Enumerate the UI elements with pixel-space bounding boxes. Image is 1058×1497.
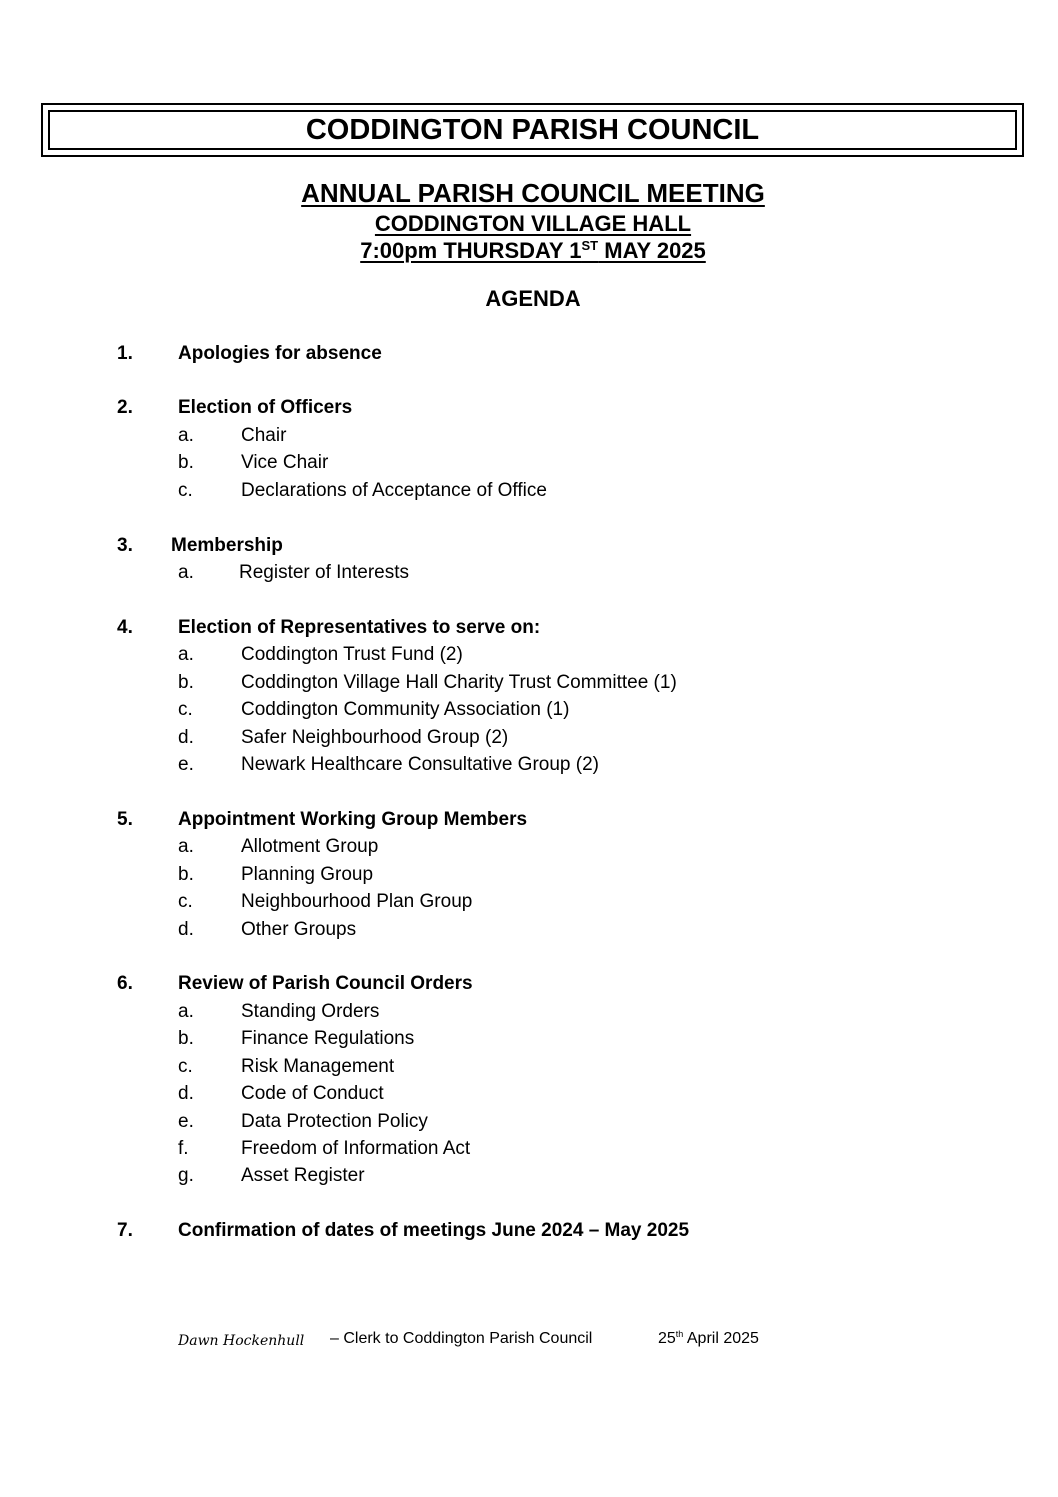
agenda-subitem-letter: a. [178,562,194,583]
agenda-subitem-text: Coddington Trust Fund (2) [241,644,463,665]
footer-date-day: 25 [658,1330,676,1347]
agenda-subitem-letter: f. [178,1138,189,1159]
agenda-subitem-text: Code of Conduct [241,1083,384,1104]
agenda-item-number: 4. [117,617,133,638]
agenda-subitem-letter: b. [178,452,194,473]
agenda-subitem-text: Coddington Community Association (1) [241,699,570,720]
agenda-subitem-letter: d. [178,919,194,940]
agenda-item-number: 1. [117,343,133,364]
footer-date-rest: April 2025 [683,1330,759,1347]
agenda-subitem-text: Neighbourhood Plan Group [241,891,473,912]
agenda-item-number: 6. [117,973,133,994]
agenda-subitem-text: Data Protection Policy [241,1111,428,1132]
agenda-subitem-letter: a. [178,1001,194,1022]
agenda-item-title: Review of Parish Council Orders [178,973,473,994]
agenda-subitem-text: Register of Interests [239,562,410,583]
agenda-subitem-text: Risk Management [241,1056,395,1077]
agenda-subitem-letter: d. [178,1083,194,1104]
agenda-subitem-letter: a. [178,836,194,857]
agenda-item-number: 3. [117,535,133,556]
agenda-item-number: 7. [117,1220,133,1241]
agenda-subitem-text: Safer Neighbourhood Group (2) [241,727,509,748]
agenda-item-title: Membership [171,535,283,556]
agenda-subitem-letter: e. [178,1111,194,1132]
agenda-subitem-text: Asset Register [241,1165,365,1186]
clerk-signature [178,1331,328,1349]
meeting-title: ANNUAL PARISH COUNCIL MEETING [301,178,765,208]
council-title-box [41,103,1024,157]
agenda-item-number: 5. [117,809,133,830]
agenda-subitem-text: Allotment Group [241,836,379,857]
agenda-subitem-letter: b. [178,864,194,885]
agenda-item-title: Apologies for absence [178,343,382,364]
footer-date-ordinal: th [675,1329,684,1339]
agenda-item-title: Election of Representatives to serve on: [178,617,541,638]
agenda-subitem-letter: d. [178,727,194,748]
council-title-box-inner [48,110,1017,150]
agenda-subitem-letter: a. [178,425,194,446]
agenda-item-number: 2. [117,397,133,418]
agenda-subitem-text: Declarations of Acceptance of Office [241,480,547,501]
agenda-item-title: Election of Officers [178,397,353,418]
agenda-subitem-text: Other Groups [241,919,357,940]
agenda-subitem-text: Vice Chair [241,452,329,473]
agenda-subitem-text: Freedom of Information Act [241,1138,471,1159]
agenda-subitem-letter: c. [178,699,193,720]
agenda-heading: AGENDA [485,286,581,311]
agenda-subitem-letter: b. [178,672,194,693]
meeting-date-ordinal: ST [581,238,599,253]
meeting-venue: CODDINGTON VILLAGE HALL [374,211,692,236]
agenda-item-title: Appointment Working Group Members [178,809,528,830]
agenda-subitem-text: Planning Group [241,864,374,885]
agenda-subitem-letter: a. [178,644,194,665]
agenda-subitem-text: Standing Orders [241,1001,380,1022]
agenda-subitem-letter: g. [178,1165,194,1186]
agenda-subitem-letter: e. [178,754,194,775]
agenda-item-title: Confirmation of dates of meetings June 2024 – May 2025 [178,1220,690,1241]
council-title: CODDINGTON PARISH COUNCIL [305,113,760,146]
meeting-date-prefix: 7:00pm THURSDAY 1 [360,238,582,263]
agenda-subitem-text: Chair [241,425,287,446]
signature-text: Dawn Hockenhull [178,1333,305,1349]
agenda-subitem-letter: c. [178,480,193,501]
agenda-subitem-text: Coddington Village Hall Charity Trust Committee (1) [241,672,677,693]
footer-clerk: – Clerk to Coddington Parish Council [330,1330,593,1347]
agenda-subitem-letter: b. [178,1028,194,1049]
agenda-subitem-letter: c. [178,1056,193,1077]
meeting-date [0,238,1058,264]
agenda-subitem-text: Finance Regulations [241,1028,415,1049]
agenda-subitem-text: Newark Healthcare Consultative Group (2) [241,754,599,775]
meeting-date-suffix: MAY 2025 [598,238,706,263]
agenda-subitem-letter: c. [178,891,193,912]
footer-date [658,1329,759,1349]
